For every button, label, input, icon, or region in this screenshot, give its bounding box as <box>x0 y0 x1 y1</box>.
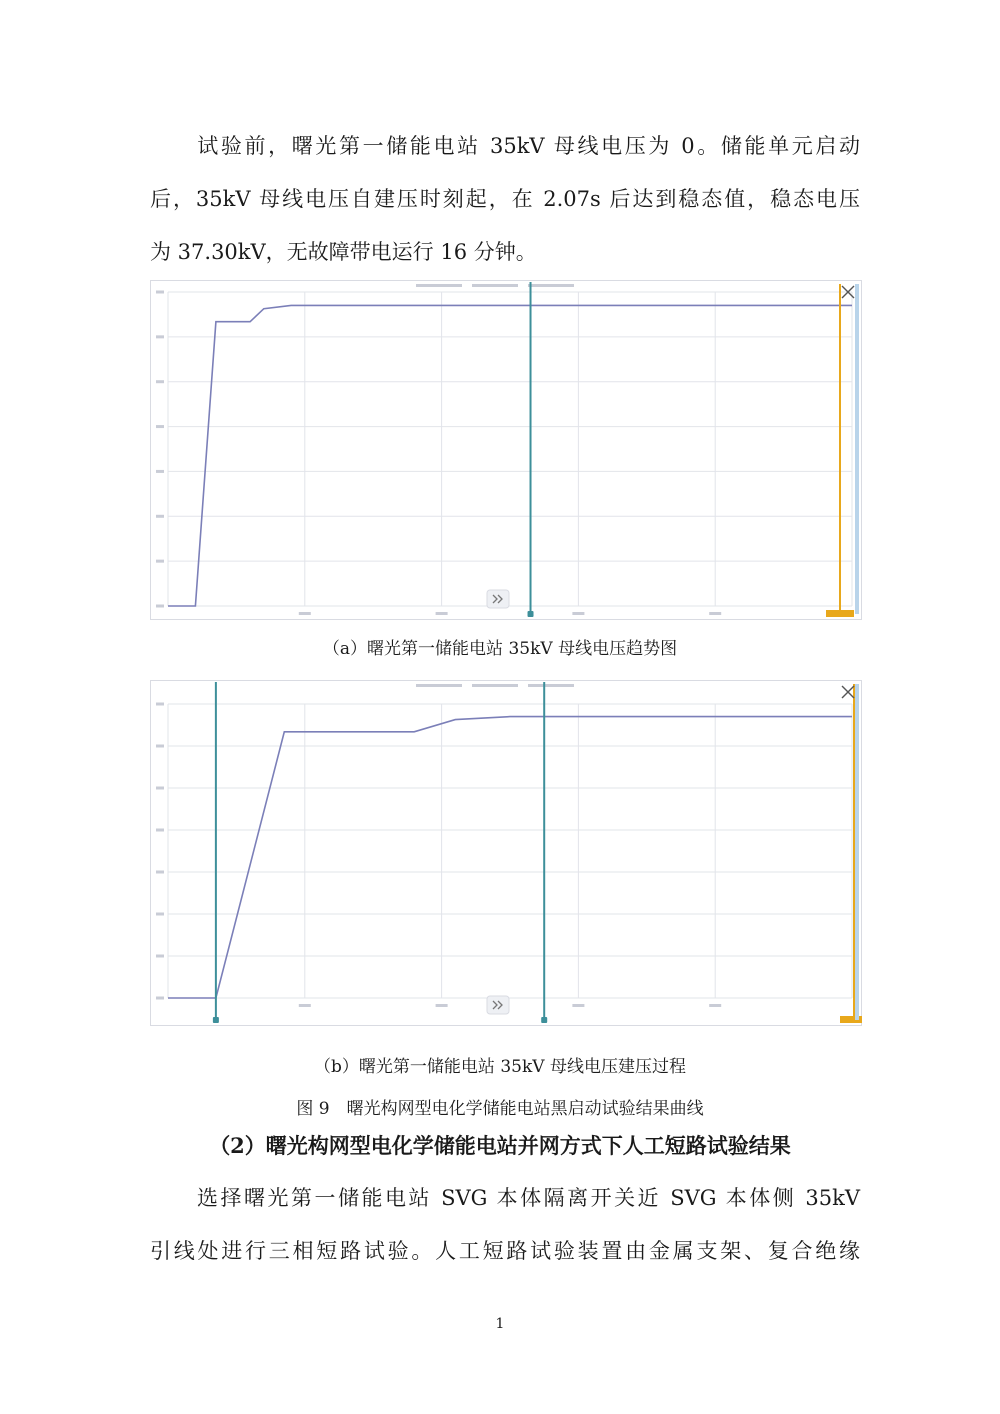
y-tick-label-mark <box>156 913 164 916</box>
y-tick-label-mark <box>156 955 164 958</box>
x-tick-label-mark <box>436 612 448 615</box>
x-tick-label-mark <box>436 1004 448 1007</box>
paragraph-2 <box>150 1172 860 1278</box>
y-tick-label-mark <box>156 425 164 428</box>
legend-item-mark <box>472 284 518 287</box>
figure-caption: 图 9 曙光构网型电化学储能电站黑启动试验结果曲线 <box>296 1099 704 1119</box>
x-tick-label-mark <box>572 612 584 615</box>
section-heading: （2）曙光构网型电化学储能电站并网方式下人工短路试验结果 <box>209 1133 791 1158</box>
chart-b <box>150 680 862 1026</box>
y-tick-label-mark <box>156 380 164 383</box>
cursor-handle <box>528 611 534 617</box>
y-tick-label-mark <box>156 829 164 832</box>
y-tick-label-mark <box>156 291 164 294</box>
legend-item-mark <box>528 684 574 687</box>
chart-frame <box>151 281 862 620</box>
y-tick-label-mark <box>156 335 164 338</box>
x-tick-label-mark <box>572 1004 584 1007</box>
legend-item-mark <box>416 684 462 687</box>
right-scroll-strip <box>855 284 859 614</box>
x-tick-label-mark <box>299 612 311 615</box>
paragraph-1-line-3: 为 37.30kV，无故障带电运行 16 分钟。 <box>150 240 537 264</box>
scroll-right-button <box>487 590 509 608</box>
right-scroll-strip <box>855 684 859 1020</box>
chart-a-caption: （a）曙光第一储能电站 35kV 母线电压趋势图 <box>322 639 678 659</box>
y-tick-label-mark <box>156 605 164 608</box>
y-tick-label-mark <box>156 997 164 1000</box>
paragraph-1-line-2: 后，35kV 母线电压自建压时刻起，在 2.07s 后达到稳态值，稳态电压 <box>150 187 860 211</box>
y-tick-label-mark <box>156 745 164 748</box>
y-tick-label-mark <box>156 515 164 518</box>
y-tick-label-mark <box>156 470 164 473</box>
paragraph-2-line-1: 选择曙光第一储能电站 SVG 本体隔离开关近 SVG 本体侧 35kV <box>150 1186 860 1210</box>
right-marker-tag <box>826 610 854 617</box>
paragraph-2-line-2: 引线处进行三相短路试验。人工短路试验装置由金属支架、复合绝缘 <box>150 1239 860 1263</box>
x-tick-label-mark <box>709 612 721 615</box>
cursor-handle <box>213 1017 219 1023</box>
legend-item-mark <box>472 684 518 687</box>
paragraph-1-line-1: 试验前，曙光第一储能电站 35kV 母线电压为 0。储能单元启动 <box>150 134 860 158</box>
y-tick-label-mark <box>156 871 164 874</box>
cursor-handle <box>541 1017 547 1023</box>
y-tick-label-mark <box>156 703 164 706</box>
x-tick-label-mark <box>709 1004 721 1007</box>
chart-a <box>150 280 862 620</box>
y-tick-label-mark <box>156 787 164 790</box>
scroll-right-button <box>487 996 509 1014</box>
y-tick-label-mark <box>156 560 164 563</box>
legend-item-mark <box>528 284 574 287</box>
paragraph-1 <box>150 120 860 279</box>
x-tick-label-mark <box>299 1004 311 1007</box>
chart-b-caption: （b）曙光第一储能电站 35kV 母线电压建压过程 <box>314 1057 686 1077</box>
legend-item-mark <box>416 284 462 287</box>
chart-frame <box>151 681 862 1026</box>
page-number: 1 <box>495 1316 505 1332</box>
